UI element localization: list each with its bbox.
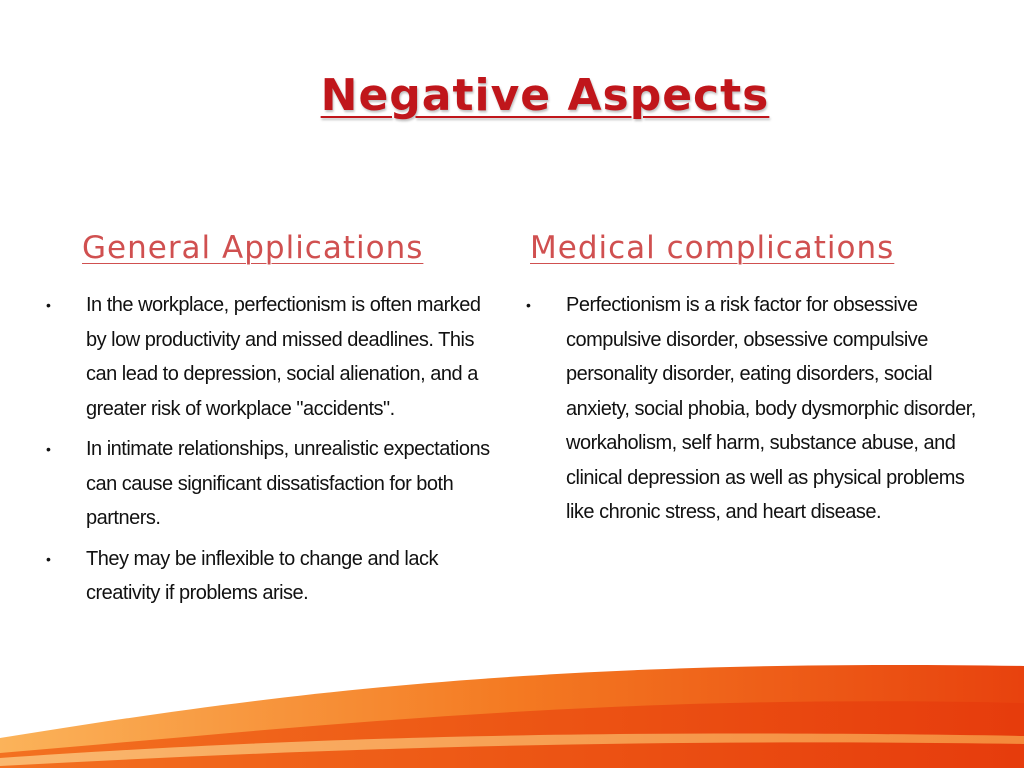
slide-title — [0, 70, 1024, 121]
slide-title-text: Negative Aspects — [320, 70, 770, 121]
bullet-text: In intimate relationships, unrealistic expectations can cause significant dissatisfaction for both partners. — [86, 438, 490, 529]
bullet-icon: • — [46, 550, 51, 567]
bullet-icon: • — [46, 441, 51, 457]
bullet-text: In the workplace, perfectionism is often marked by low productivity and missed deadlines. This can lead to depression, social alienation, and a greater risk of workplace "accidents". — [86, 294, 481, 420]
list-item — [40, 288, 502, 426]
bullet-text: They may be inflexible to change and lack creativity if problems arise. — [86, 547, 438, 604]
bullet-text: Perfectionism is a risk factor for obsessive compulsive disorder, obsessive compulsive personality disorder, eating disorders, social anxiety, social phobia, body dysmorphic disorder, workaholism, self harm, substance abuse, and clinical depression as well as physical problems like chronic stress, and heart disease. — [566, 294, 976, 523]
bullet-icon: • — [526, 297, 531, 313]
decorative-wave — [0, 658, 1024, 768]
general-applications-heading: General Applications — [82, 230, 424, 266]
list-item — [40, 432, 502, 536]
list-item — [520, 288, 990, 530]
bullet-icon: • — [46, 297, 51, 313]
general-applications-list — [40, 288, 502, 617]
list-item — [40, 542, 502, 611]
medical-complications-heading: Medical complications — [530, 230, 895, 266]
medical-complications-list — [520, 288, 990, 536]
